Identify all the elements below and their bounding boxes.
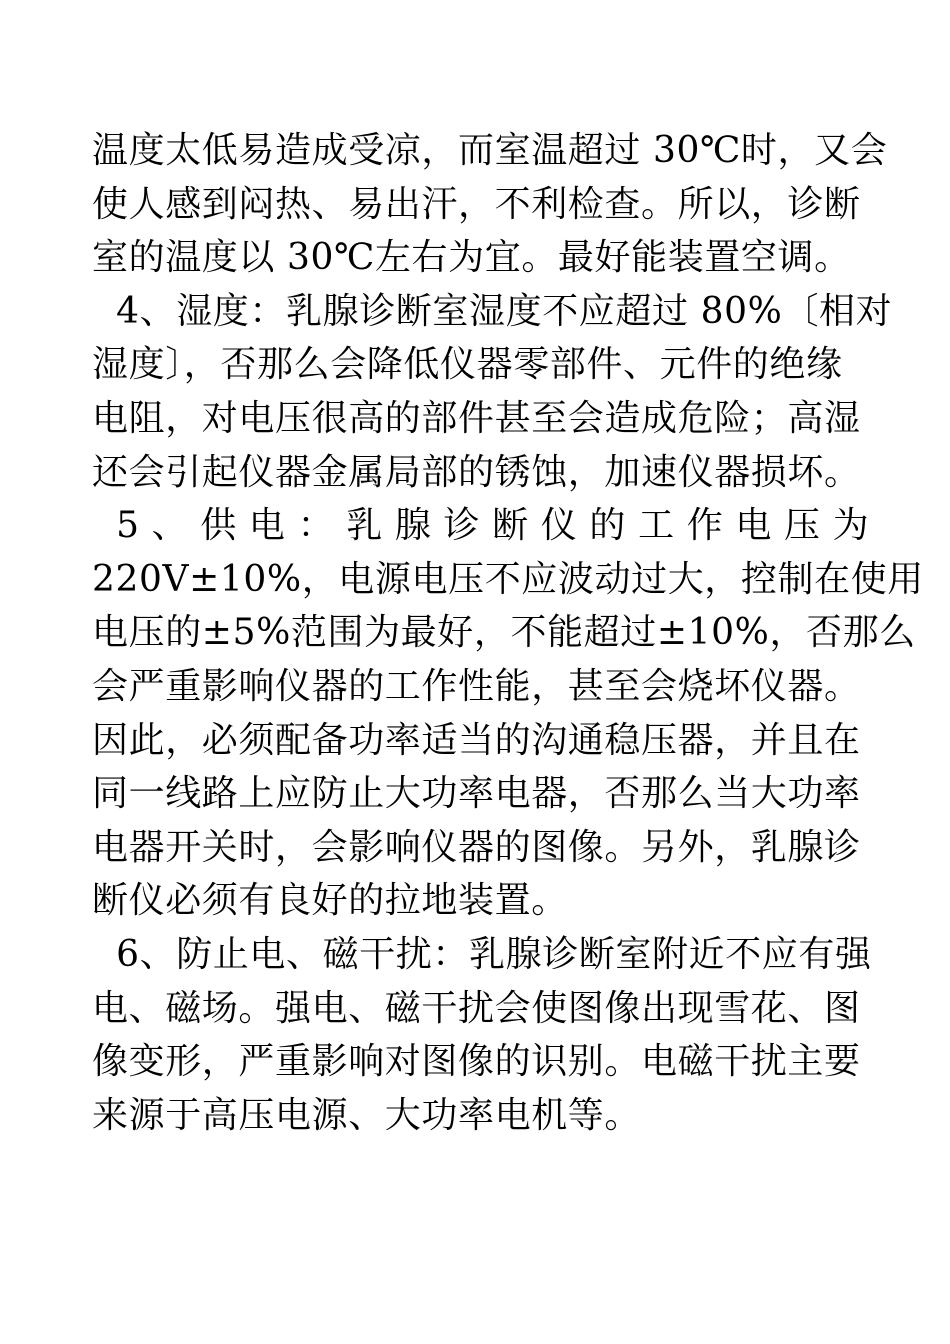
text-line-9: 220V±10%，电源电压不应波动过大，控制在使用 xyxy=(92,558,924,600)
text-line-2: 使人感到闷热、易出汗，不利检查。所以，诊断 xyxy=(92,183,861,225)
text-line-15: 断仪必须有良好的拉地装置。 xyxy=(92,880,568,922)
text-line-5: 湿度〕，否那么会降低仪器零部件、元件的绝缘 xyxy=(92,344,843,386)
text-line-14: 电器开关时，会影响仪器的图像。另外，乳腺诊 xyxy=(92,826,861,868)
text-line-19: 来源于高压电源、大功率电机等。 xyxy=(92,1094,642,1136)
text-line-3: 室的温度以 30℃左右为宜。最好能装置空调。 xyxy=(92,237,851,279)
text-line-11: 会严重影响仪器的工作性能，甚至会烧坏仪器。 xyxy=(92,665,861,707)
text-line-4: 4、湿度：乳腺诊断室湿度不应超过 80%〔相对 xyxy=(92,290,893,332)
text-line-12: 因此，必须配备功率适当的沟通稳压器，并且在 xyxy=(92,719,861,761)
text-line-8: 5 、 供 电 ： 乳 腺 诊 断 仪 的 工 作 电 压 为 xyxy=(92,505,870,547)
text-line-13: 同一线路上应防止大功率电器，否那么当大功率 xyxy=(92,773,861,815)
text-line-1: 温度太低易造成受凉，而室温超过 30℃时，又会 xyxy=(92,130,888,171)
text-line-10: 电压的±5%范围为最好，不能超过±10%，否那么 xyxy=(92,612,916,654)
text-line-7: 还会引起仪器金属局部的锈蚀，加速仪器损坏。 xyxy=(92,451,861,493)
text-line-17: 电、磁场。强电、磁干扰会使图像出现雪花、图 xyxy=(92,987,861,1029)
text-line-18: 像变形，严重影响对图像的识别。电磁干扰主要 xyxy=(92,1041,861,1083)
body-text xyxy=(92,124,924,1142)
text-line-6: 电阻，对电压很高的部件甚至会造成危险；高湿 xyxy=(92,397,861,439)
text-line-16: 6、防止电、磁干扰：乳腺诊断室附近不应有强 xyxy=(92,933,872,975)
